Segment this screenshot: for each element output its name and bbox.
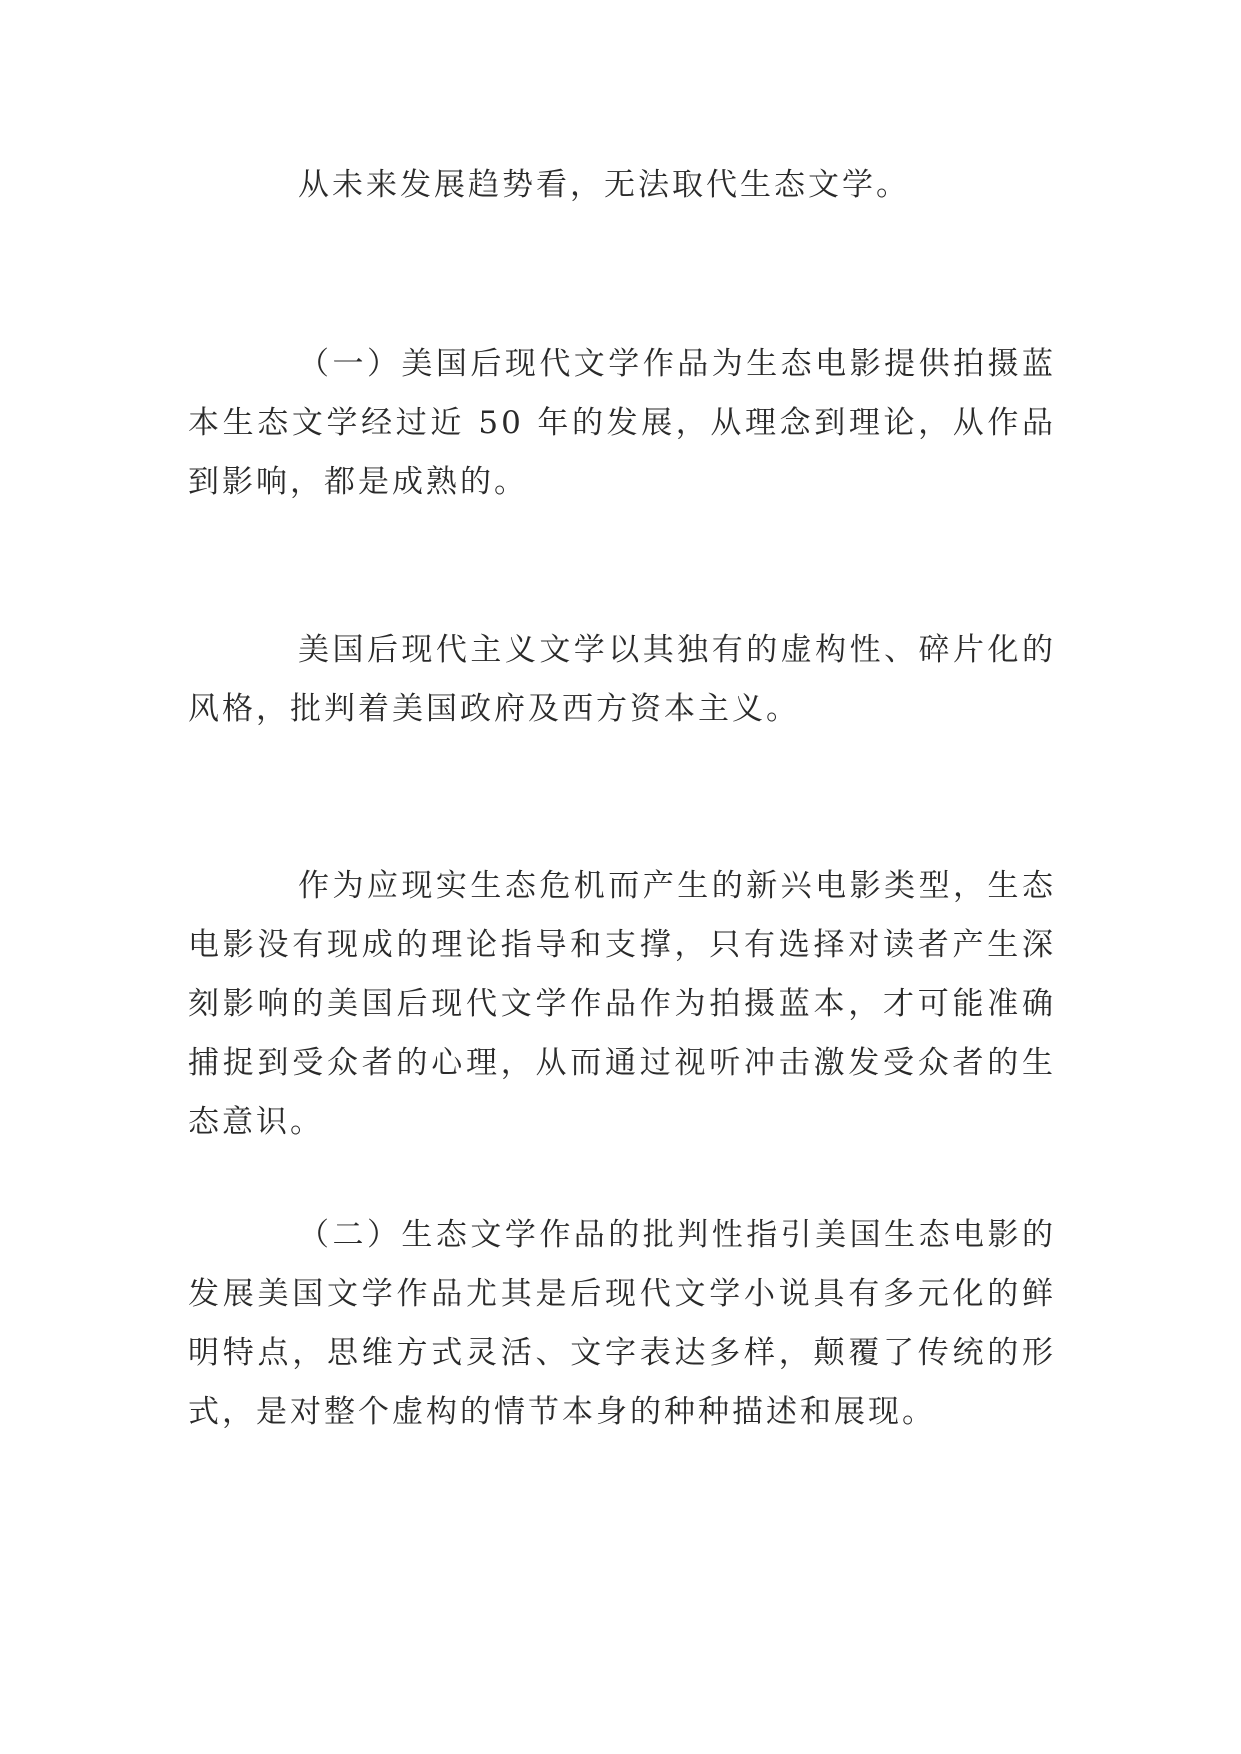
paragraph-1: 从未来发展趋势看，无法取代生态文学。 xyxy=(298,167,910,203)
paragraph-2: （一）美国后现代文学作品为生态电影提供拍摄蓝本生态文学经过近 50 年的发展，从理念到理论，从作品到影响，都是成熟的。 xyxy=(188,346,1056,500)
paragraph-3: 美国后现代主义文学以其独有的虚构性、碎片化的风格，批判着美国政府及西方资本主义。 xyxy=(188,632,1056,727)
paragraph-4: 作为应现实生态危机而产生的新兴电影类型，生态电影没有现成的理论指导和支撑，只有选择对读者产生深刻影响的美国后现代文学作品作为拍摄蓝本，才可能准确捕捉到受众者的心理，从而通过视听冲击激发受众者的生态意识。 xyxy=(188,868,1056,1140)
paragraph-5: （二）生态文学作品的批判性指引美国生态电影的发展美国文学作品尤其是后现代文学小说具有多元化的鲜明特点，思维方式灵活、文字表达多样，颠覆了传统的形式，是对整个虚构的情节本身的种种描述和展现。 xyxy=(188,1217,1056,1430)
